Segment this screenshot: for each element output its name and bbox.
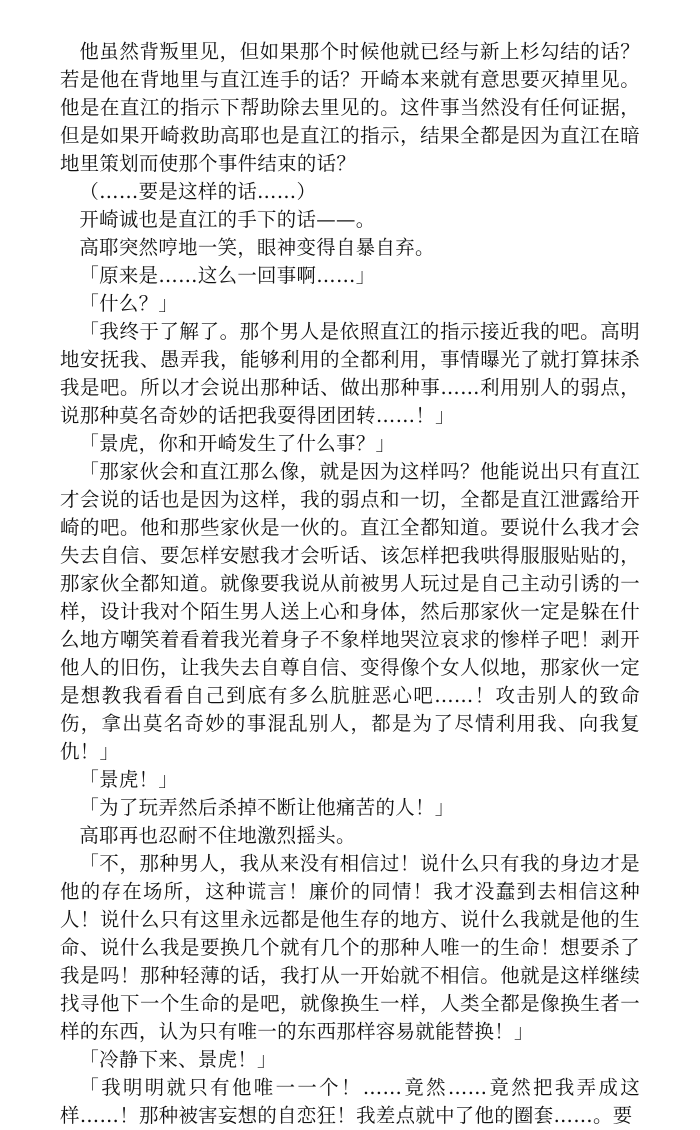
paragraph: 开崎诚也是直江的手下的话——。 (79, 208, 376, 231)
paragraph: 「景虎！」 (79, 768, 179, 791)
paragraph: 他虽然背叛里见，但如果那个时候他就已经与新上杉勾结的话？若是他在背地里与直江连手的话？开崎本来就有意思要灭掉里见。他是在直江的指示下帮助除去里见的。这件事当然没有任何证据，但是如果开崎救助高耶也是直江的指示，结果全都是因为直江在暗地里策划而使那个事件结束的话？ (60, 40, 640, 175)
paragraph: 「景虎，你和开崎发生了什么事？」 (79, 432, 396, 455)
paragraph: 高耶再也忍耐不住地激烈摇头。 (79, 824, 356, 847)
paragraph: 「什么？」 (79, 292, 179, 315)
body-text (60, 38, 640, 1130)
paragraph: 「原来是……这么一回事啊……」 (79, 264, 376, 287)
paragraph: 「我终于了解了。那个男人是依照直江的指示接近我的吧。高明地安抚我、愚弄我，能够利用的全都利用，事情曝光了就打算抹杀我是吧。所以才会说出那种话、做出那种事……利用别人的弱点，说那种莫名奇妙的话把我耍得团团转……！」 (60, 320, 640, 427)
paragraph: （……要是这样的话……） (79, 180, 317, 203)
paragraph: 「为了玩弄然后杀掉不断让他痛苦的人！」 (79, 796, 455, 819)
paragraph: 「不，那种男人，我从来没有相信过！说什么只有我的身边才是他的存在场所，这种谎言！廉价的同情！我才没蠢到去相信这种人！说什么只有这里永远都是他生存的地方、说什么我就是他的生命、说什么我是要换几个就有几个的那种人唯一的生命！想要杀了我是吗！那种轻薄的话，我打从一开始就不相信。他就是这样继续找寻他下一个生命的是吧，就像换生一样，人类全都是像换生者一样的东西，认为只有唯一的东西那样容易就能替换！」 (60, 852, 640, 1043)
paragraph: 「冷静下来、景虎！」 (79, 1048, 277, 1071)
paragraph: 「我明明就只有他唯一一个！……竟然……竟然把我弄成这样……！那种被害妄想的自恋狂！我差点就中了他的圈套……。要 (60, 1076, 640, 1127)
paragraph: 高耶突然哼地一笑，眼神变得自暴自弃。 (79, 236, 435, 259)
paragraph: 「那家伙会和直江那么像，就是因为这样吗？他能说出只有直江才会说的话也是因为这样，我的弱点和一切，全都是直江泄露给开崎的吧。他和那些家伙是一伙的。直江全都知道。要说什么我才会失去自信、要怎样安慰我才会听话、该怎样把我哄得服服贴贴的，那家伙全都知道。就像要我说从前被男人玩过是自己主动引诱的一样，设计我对个陌生男人送上心和身体，然后那家伙一定是躲在什么地方嘲笑着看着我光着身子不象样地哭泣哀求的惨样子吧！剥开他人的旧伤，让我失去自尊自信、变得像个女人似地，那家伙一定是想教我看看自己到底有多么肮脏恶心吧……！攻击别人的致命伤，拿出莫名奇妙的事混乱别人，都是为了尽情利用我、向我复仇！」 (60, 460, 640, 763)
